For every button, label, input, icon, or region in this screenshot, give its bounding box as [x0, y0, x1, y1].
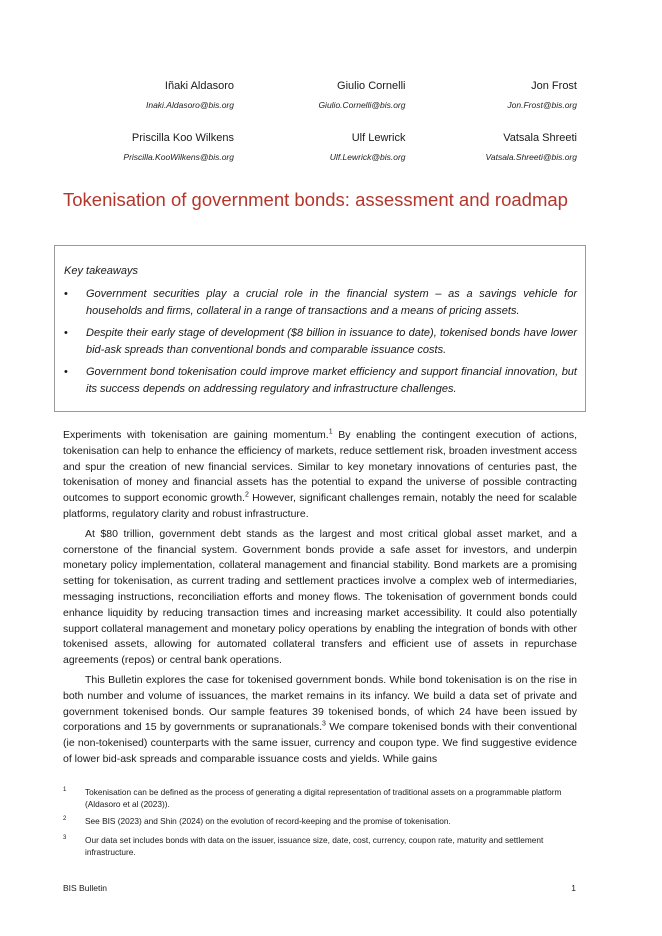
- footnote-text: See BIS (2023) and Shin (2024) on the evolution of record-keeping and the promise of tokenisation.: [85, 816, 451, 826]
- author-block: [235, 79, 406, 111]
- author-row-2: [63, 131, 577, 163]
- paragraph-1-text-c: However, significant challenges remain, notably the need for scalable platforms, regulatory clarity and robust infrastructure.: [63, 492, 577, 520]
- list-item: • Government bond tokenisation could improve market efficiency and support financial innovation, but its success depends on addressing regulatory and infrastructure challenges.: [86, 364, 577, 397]
- author-block: [406, 79, 577, 111]
- footnote-number: 1: [63, 787, 67, 793]
- footnote-text: Tokenisation can be defined as the process of generating a digital representation of traditional assets on a programmable platform (Aldasoro et al (2023)).: [85, 787, 562, 809]
- author-block: [406, 131, 577, 163]
- author-email[interactable]: Priscilla.KooWilkens@bis.org: [123, 152, 234, 162]
- author-block: [63, 131, 234, 163]
- key-takeaways-box: [54, 245, 586, 412]
- author-name: Priscilla Koo Wilkens: [131, 132, 234, 144]
- paragraph-3-text-b: We compare tokenised bonds with their conventional (ie non-tokenised) counterparts with the same issuer, currency and coupon type. We find suggestive evidence of lower bid-ask spreads and comparable issuance costs and yields. While gains: [63, 721, 577, 765]
- author-email[interactable]: Jon.Frost@bis.org: [507, 100, 577, 110]
- footnote-number: 2: [63, 816, 67, 822]
- author-row-1: [63, 79, 577, 111]
- author-email[interactable]: Giulio.Cornelli@bis.org: [318, 100, 406, 110]
- footnote-ref-1[interactable]: 1: [328, 428, 333, 436]
- paragraph-1-text-b: By enabling the contingent execution of actions, tokenisation can help to enhance the efficiency of markets, reduce settlement risk, broaden investment access and spur the creation of new financial services. Similar to key monetary innovations of centuries past, the tokenisation of money and financial assets has the potential to expand the universe of possible contracting outcomes to support economic growth.: [63, 429, 578, 505]
- author-block: [63, 79, 234, 111]
- author-email[interactable]: Inaki.Aldasoro@bis.org: [145, 100, 234, 110]
- paragraph-2: At $80 trillion, government debt stands as the largest and most critical global asset market, and a cornerstone of the financial system. Government bonds provide a safe asset for investors, and underpin monetary policy implementation, collateral management and financial stability. Bond markets are a promising setting for tokenisation, as current trading and settlement practices involve a complex web of intermediaries, messaging instructions, reconciliation efforts and money flows. The tokenisation of government bonds could enhance liquidity by reducing transaction times and increasing market accessibility. It could also potentially support collateral management and monetary policy operations by enabling the integration of bonds with other tokenised assets, allowing for automated collateral transfers and efficient use of assets in repurchase agreements (repos) or central bank operations.: [63, 527, 577, 667]
- author-email[interactable]: Ulf.Lewrick@bis.org: [329, 152, 406, 162]
- footer-page-number: 1: [571, 883, 576, 893]
- author-name: Ulf Lewrick: [351, 132, 406, 144]
- list-item: • Government securities play a crucial role in the financial system – as a savings vehicle for households and firms, collateral in a range of transactions and a means of pricing assets.: [86, 286, 577, 319]
- footnote-number: 3: [63, 835, 67, 841]
- author-name: Jon Frost: [531, 80, 577, 92]
- paragraph-1-text-a: Experiments with tokenisation are gaining momentum.: [63, 429, 329, 441]
- footer-publication: BIS Bulletin: [63, 883, 107, 893]
- paragraph-3-text-a: This Bulletin explores the case for tokenised government bonds. While bond tokenisation is on the rise in both number and volume of issuances, the market remains in its infancy. We build a data set of private and government tokenised bonds. Our sample features 39 tokenised bonds, of which 24 have been issued by corporations and 15 by governments or supranationals.: [63, 673, 577, 734]
- key-takeaways-heading: Key takeaways: [64, 265, 138, 277]
- paragraph-3: [63, 673, 577, 768]
- author-name: Iñaki Aldasoro: [164, 80, 234, 92]
- author-block: [235, 131, 406, 163]
- footnote-text: Our data set includes bonds with data on the issuer, issuance size, date, cost, currency, coupon rate, maturity and settlement infrastructure.: [85, 835, 544, 857]
- author-email[interactable]: Vatsala.Shreeti@bis.org: [485, 152, 577, 162]
- author-name: Vatsala Shreeti: [503, 132, 577, 144]
- page-title: Tokenisation of government bonds: assessment and roadmap: [63, 189, 568, 210]
- list-item: • Despite their early stage of development ($8 billion in issuance to date), tokenised bonds have lower bid-ask spreads than conventional bonds and comparable issuance costs.: [86, 325, 577, 358]
- body-text: [63, 428, 577, 768]
- footnote-ref-3[interactable]: 3: [322, 720, 326, 728]
- footnote-ref-2[interactable]: 2: [244, 491, 249, 499]
- paragraph-1: [63, 428, 577, 523]
- author-name: Giulio Cornelli: [337, 80, 406, 92]
